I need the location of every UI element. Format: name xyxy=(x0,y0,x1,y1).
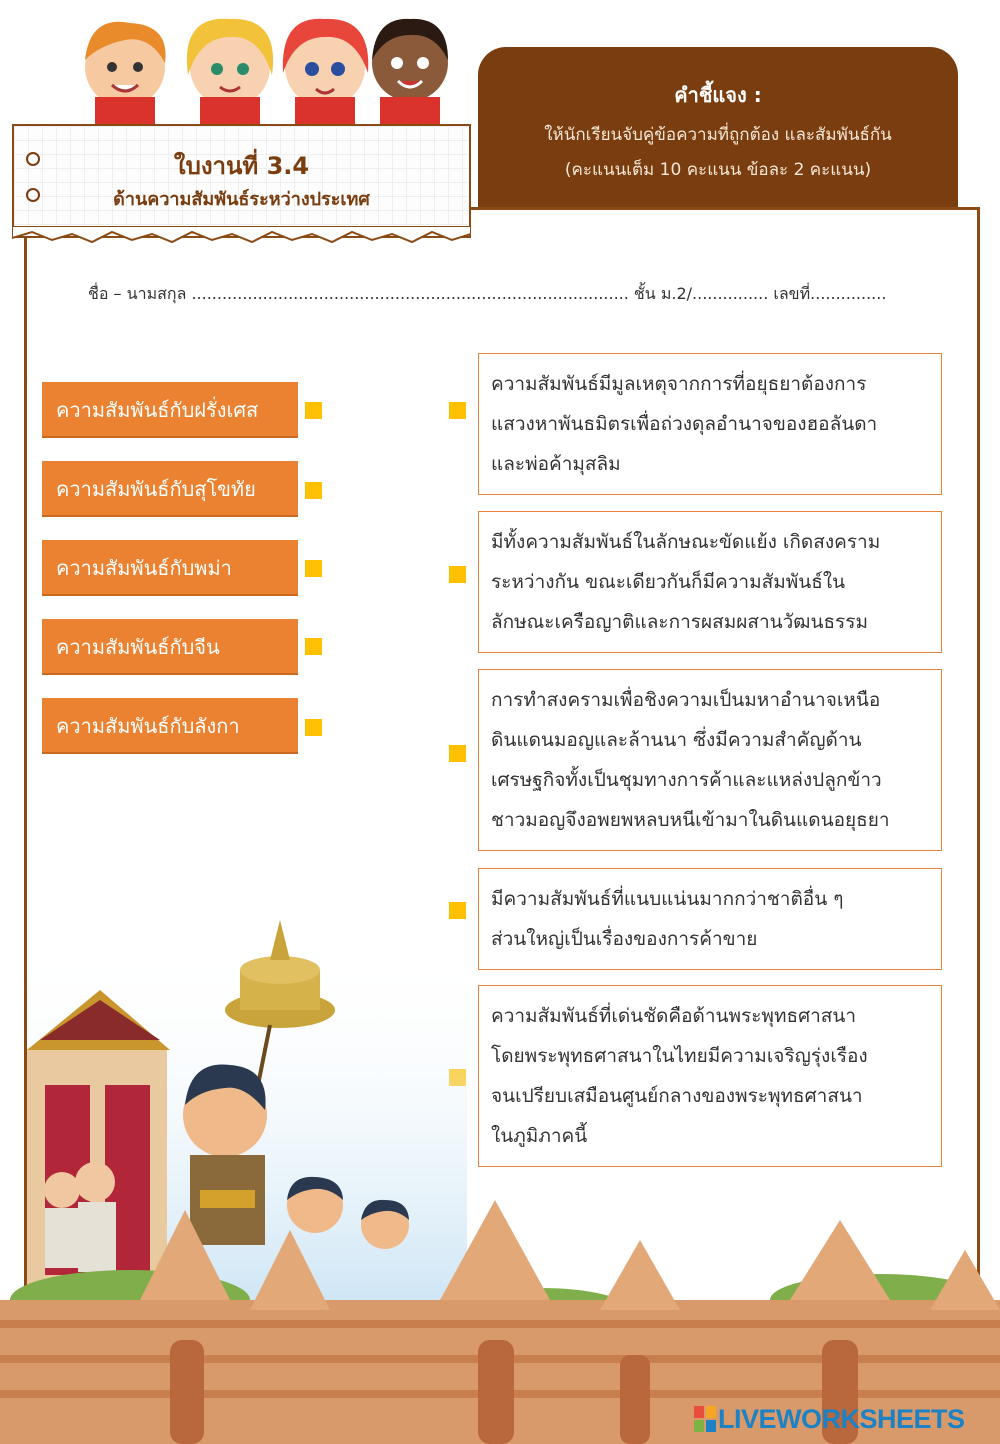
text-line: แสวงหาพันธมิตรเพื่อถ่วงดุลอำนาจของฮอลันดา xyxy=(491,413,878,435)
text-line: โดยพระพุทธศาสนาในไทยมีความเจริญรุ่งเรือง xyxy=(491,1045,868,1067)
text-line: ดินแดนมอญและล้านนา ซึ่งมีความสำคัญด้าน xyxy=(491,729,862,751)
match-left-anchor[interactable] xyxy=(305,402,322,419)
match-right-anchor[interactable] xyxy=(449,566,466,583)
match-right-anchor[interactable] xyxy=(449,402,466,419)
text-line: ระหว่างกัน ขณะเดียวกันก็มีความสัมพันธ์ใน xyxy=(491,571,846,593)
match-left-item: ความสัมพันธ์กับฝรั่งเศส xyxy=(42,382,298,438)
text-line: มีทั้งความสัมพันธ์ในลักษณะขัดแย้ง เกิดสงคราม xyxy=(491,531,881,553)
worksheet-title-card xyxy=(12,124,471,238)
text-line: ชาวมอญจึงอพยพหลบหนีเข้ามาในดินแดนอยุธยา xyxy=(491,809,890,831)
match-left-anchor[interactable] xyxy=(305,719,322,736)
match-right-item xyxy=(478,669,942,851)
text-line: ลักษณะเครือญาติและการผสมผสานวัฒนธรรม xyxy=(491,611,868,633)
match-left-item: ความสัมพันธ์กับจีน xyxy=(42,619,298,675)
match-right-item xyxy=(478,353,942,495)
text-line: จนเปรียบเสมือนศูนย์กลางของพระพุทธศาสนา xyxy=(491,1085,863,1107)
instructions-line-2: (คะแนนเต็ม 10 คะแนน ข้อละ 2 คะแนน) xyxy=(564,160,872,180)
text-line: เศรษฐกิจทั้งเป็นชุมทางการค้าและแหล่งปลูกข้าว xyxy=(491,769,882,791)
match-left-item: ความสัมพันธ์กับพม่า xyxy=(42,540,298,596)
match-left-anchor[interactable] xyxy=(305,482,322,499)
logo-icon xyxy=(694,1406,716,1432)
ancient-city-illustration xyxy=(0,900,1000,1444)
text-line: ในภูมิภาคนี้ xyxy=(491,1125,588,1147)
text-line: ความสัมพันธ์มีมูลเหตุจากการที่อยุธยาต้องการ xyxy=(491,373,867,395)
match-right-item xyxy=(478,511,942,653)
text-line: ความสัมพันธ์ที่เด่นชัดคือด้านพระพุทธศาสนา xyxy=(491,1005,857,1027)
match-left-item: ความสัมพันธ์กับลังกา xyxy=(42,698,298,754)
match-left-anchor[interactable] xyxy=(305,560,322,577)
student-info-line: ชื่อ – นามสกุล ...................................................................................... ชั้น ม.2/............... เลขที่............... xyxy=(88,284,887,303)
logo-text: LIVEWORKSHEETS xyxy=(718,1404,965,1434)
instructions-panel xyxy=(478,47,958,207)
text-line: มีความสัมพันธ์ที่แนบแน่นมากกว่าชาติอื่น ๆ xyxy=(491,888,844,910)
match-left-anchor[interactable] xyxy=(305,638,322,655)
text-line: ส่วนใหญ่เป็นเรื่องของการค้าขาย xyxy=(491,928,758,950)
match-left-item: ความสัมพันธ์กับสุโขทัย xyxy=(42,461,298,517)
kids-reading-illustration xyxy=(40,5,460,130)
instructions-line-1: ให้นักเรียนจับคู่ข้อความที่ถูกต้อง และสัมพันธ์กัน xyxy=(544,125,892,145)
text-line: การทำสงครามเพื่อชิงความเป็นมหาอำนาจเหนือ xyxy=(491,689,881,711)
instructions-title: คำชี้แจง : xyxy=(674,83,762,107)
text-line: และพ่อค้ามุสลิม xyxy=(491,453,621,475)
worksheet-title: ใบงานที่ 3.4 xyxy=(173,152,310,180)
worksheet-subtitle: ด้านความสัมพันธ์ระหว่างประเทศ xyxy=(113,189,370,210)
match-right-anchor[interactable] xyxy=(449,745,466,762)
liveworksheets-logo xyxy=(694,1404,965,1435)
torn-edge xyxy=(12,226,471,244)
